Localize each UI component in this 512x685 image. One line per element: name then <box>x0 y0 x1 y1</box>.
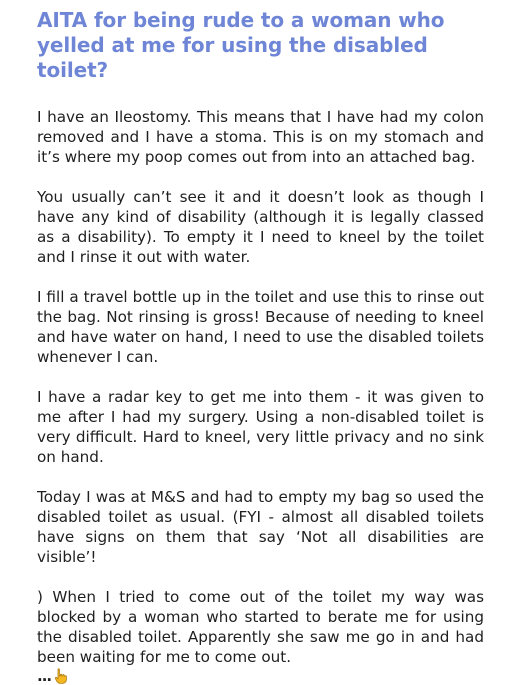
paragraph-6: ) When I tried to come out of the toilet my way was blocked by a woman who started to berate me for using the disabled toilet. Apparently she saw me go in and had been waiting for me to come out. <box>37 588 484 666</box>
paragraph-1: I have an Ileostomy. This means that I have had my colon removed and I have a stoma. This is on my stomach and it’s where my poop comes out from into an attached bag. <box>37 108 484 166</box>
paragraph-4: I have a radar key to get me into them - it was given to me after I had my surgery. Using a non-disabled toilet is very difficult. Hard to kneel, very little privacy and no sink on hand. <box>37 388 484 466</box>
paragraph-2: You usually can’t see it and it doesn’t look as though I have any kind of disability (although it is legally classed as a disability). To empty it I need to kneel by the toilet and I rinse it out with water. <box>37 188 484 266</box>
continuation-indicator <box>37 667 484 685</box>
continuation-ellipsis: ... <box>37 667 52 685</box>
paragraph-5: Today I was at M&S and had to empty my bag so used the disabled toilet as usual. (FYI - almost all disabled toilets have signs on them that say ‘Not all disabilities are visible’! <box>37 488 484 566</box>
paragraph-3: I fill a travel bottle up in the toilet and use this to rinse out the bag. Not rinsing is gross! Because of needing to kneel and have water on hand, I need to use the disabled toilets whenever I can. <box>37 288 484 366</box>
post-body <box>37 107 484 667</box>
post-title: AITA for being rude to a woman who yelled at me for using the disabled toilet? <box>37 8 445 82</box>
pointing-down-hand-icon <box>53 668 69 684</box>
